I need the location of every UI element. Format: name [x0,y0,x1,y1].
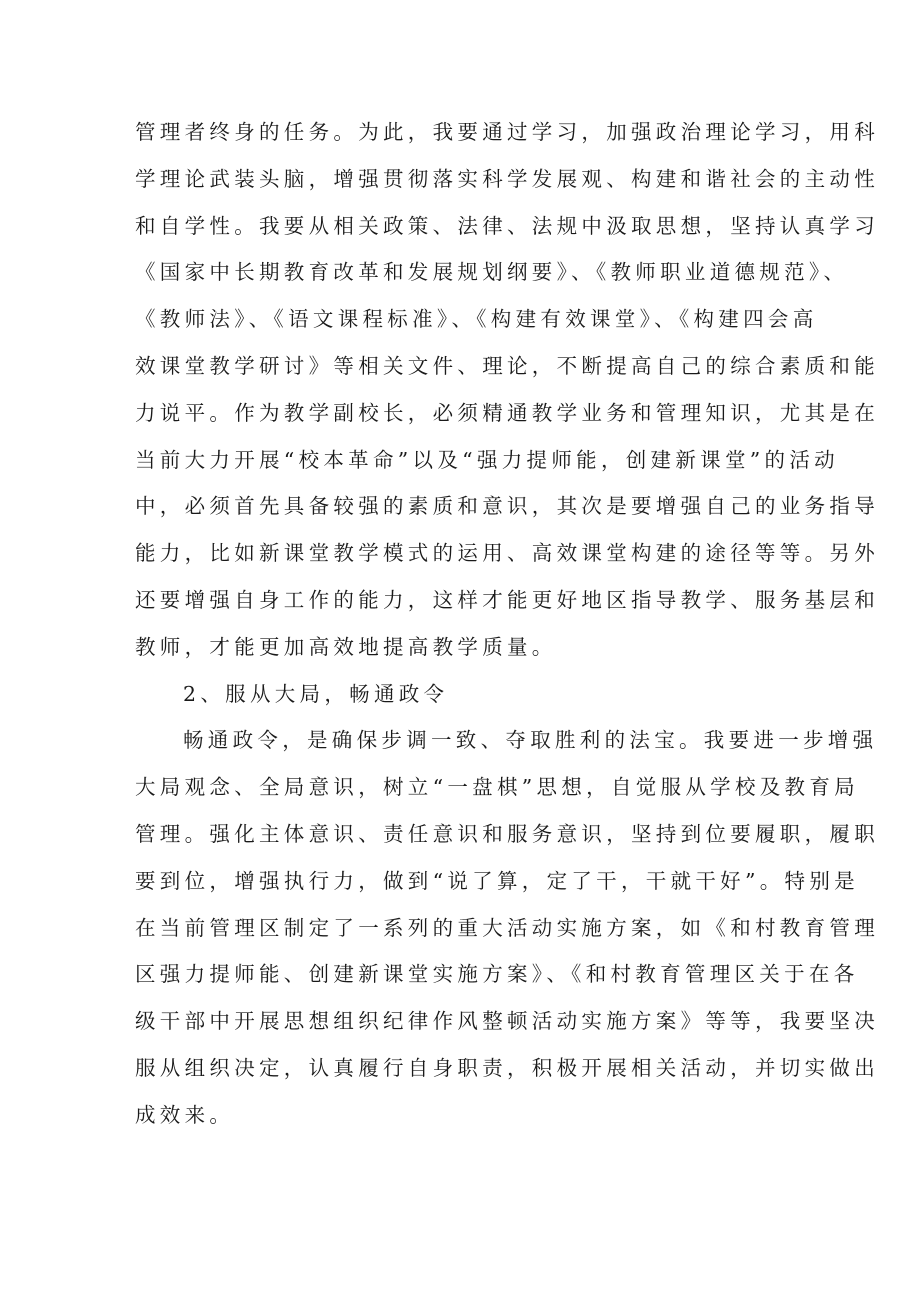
text-line: 大局观念、全局意识，树立“一盘棋”思想，自觉服从学校及教育局 [135,775,859,800]
text-line: 《教师法》、《语文课程标准》、《构建有效课堂》、《构建四会高 [135,307,818,332]
text-line: 畅通政令，是确保步调一致、夺取胜利的法宝。我要进一步增强 [183,728,878,753]
text-line: 区强力提师能、创建新课堂实施方案》、《和村教育管理区关于在各 [135,962,859,987]
text-line: 《国家中长期教育改革和发展规划纲要》、《教师职业道德规范》、 [135,260,849,285]
text-line: 能力，比如新课堂教学模式的运用、高效课堂构建的途径等等。另外 [135,541,879,566]
text-line: 级干部中开展思想组织纪律作风整顿活动实施方案》等等，我要坚决 [135,1009,879,1034]
document-body [135,116,879,1146]
text-line: 和自学性。我要从相关政策、法律、法规中汲取思想，坚持认真学习 [135,213,879,238]
text-line: 要到位，增强执行力，做到“说了算，定了干，干就干好”。特别是 [135,868,859,893]
section-heading: 2、服从大局，畅通政令 [183,681,449,706]
text-line: 管理。强化主体意识、责任意识和服务意识，坚持到位要履职，履职 [135,821,879,846]
text-line: 中，必须首先具备较强的素质和意识，其次是要增强自己的业务指导 [135,494,879,519]
text-line: 学理论武装头脑，增强贯彻落实科学发展观、构建和谐社会的主动性 [135,166,879,191]
text-line: 管理者终身的任务。为此，我要通过学习，加强政治理论学习，用科 [135,120,879,144]
text-line: 教师，才能更加高效地提高教学质量。 [135,634,557,659]
text-line: 在当前管理区制定了一系列的重大活动实施方案，如《和村教育管理 [135,915,879,940]
text-line: 还要增强自身工作的能力，这样才能更好地区指导教学、服务基层和 [135,587,879,612]
text-line: 效课堂教学研讨》等相关文件、理论，不断提高自己的综合素质和能 [135,353,879,378]
text-line: 成效来。 [135,1102,235,1127]
text-line: 力说平。作为教学副校长，必须精通教学业务和管理知识，尤其是在 [135,400,879,425]
text-line: 服从组织决定，认真履行自身职责，积极开展相关活动，并切实做出 [135,1055,879,1080]
text-line: 当前大力开展“校本革命”以及“强力提师能，创建新课堂”的活动 [135,447,839,472]
